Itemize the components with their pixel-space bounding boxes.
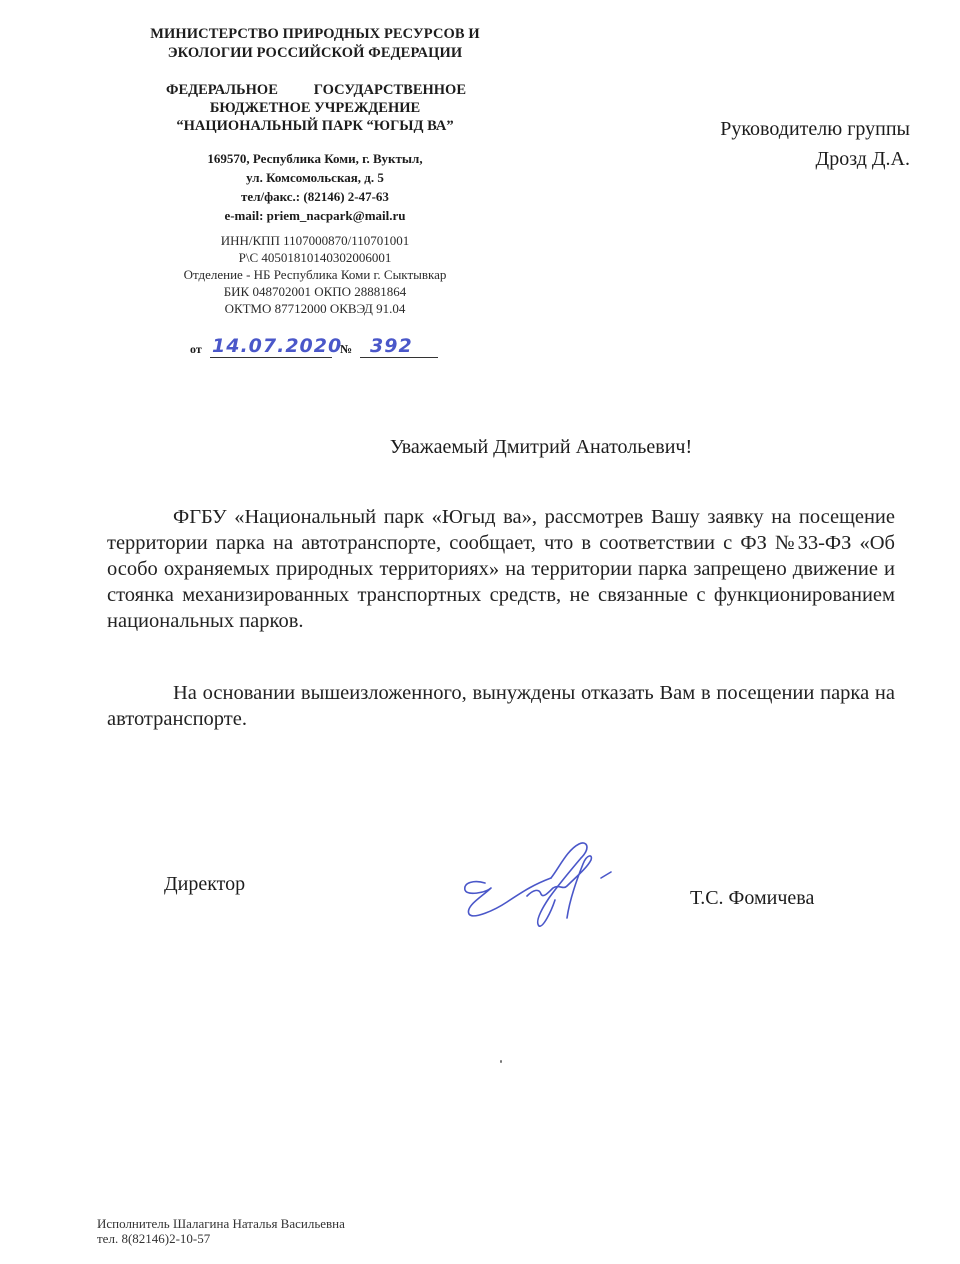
body-paragraph-2 [107, 680, 895, 732]
body-paragraph-1 [107, 504, 895, 634]
number-value: 392 [370, 335, 413, 357]
signer-role: Директор [164, 873, 246, 895]
org-line-1-left: ФЕДЕРАЛЬНОЕ [166, 82, 278, 98]
oktmo-okved: ОКТМО 87712000 ОКВЭД 91.04 [224, 301, 406, 316]
inn-kpp: ИНН/КПП 1107000870/110701001 [220, 233, 410, 248]
phone-fax: тел/факс.: (82146) 2-47-63 [241, 189, 389, 204]
org-line-1-right: ГОСУДАРСТВЕННОЕ [313, 82, 466, 98]
organization-name [140, 81, 490, 135]
paragraph-text: На основании вышеизложенного, вынуждены отказать Вам в посещении парка на автотранспорте. [107, 682, 895, 730]
email: e-mail: priem_nacpark@mail.ru [224, 208, 406, 223]
addressee-position: Руководителю группы [720, 118, 910, 140]
ministry-line-2: ЭКОЛОГИИ РОССИЙСКОЙ ФЕДЕРАЦИИ [167, 45, 463, 61]
org-line-3: “НАЦИОНАЛЬНЫЙ ПАРК “ЮГЫД ВА” [176, 118, 454, 134]
executor-phone: тел. 8(82146)2-10-57 [97, 1231, 211, 1246]
date-label: от [190, 342, 202, 356]
signer-name: Т.С. Фомичева [690, 887, 815, 909]
org-line-1 [140, 81, 490, 99]
date-value: 14.07.2020 [212, 335, 343, 357]
ministry-header [140, 25, 490, 63]
scan-speck [500, 1060, 502, 1063]
number-label: № [340, 342, 353, 356]
account-number: Р\С 40501810140302006001 [238, 250, 392, 265]
ministry-line-1: МИНИСТЕРСТВО ПРИРОДНЫХ РЕСУРСОВ И [150, 26, 480, 42]
number-underline [360, 357, 438, 358]
org-line-2: БЮДЖЕТНОЕ УЧРЕЖДЕНИЕ [209, 100, 421, 116]
executor-name: Исполнитель Шалагина Наталья Васильевна [97, 1216, 345, 1231]
address-line: ул. Комсомольская, д. 5 [246, 170, 384, 185]
bank-details [140, 232, 490, 317]
handwritten-signature [455, 838, 635, 933]
date-underline [210, 357, 332, 358]
address-line: 169570, Республика Коми, г. Вуктыл, [207, 151, 423, 166]
executor-info [97, 1216, 345, 1246]
salutation: Уважаемый Дмитрий Анатольевич! [389, 436, 693, 458]
paragraph-text: ФГБУ «Национальный парк «Югыд ва», рассмотрев Вашу заявку на посещение территории парка на автотранспорте, сообщает, что в соответствии с ФЗ №33-ФЗ «Об особо охраняемых природных территориях» на территории парка запрещено движение и стоянка механизированных транспортных средств, не связанные с функционированием национальных парков. [107, 506, 895, 632]
organization-address [140, 149, 490, 225]
addressee-name: Дрозд Д.А. [815, 148, 910, 170]
bik-okpo: БИК 048702001 ОКПО 28881864 [223, 284, 407, 299]
bank-branch: Отделение - НБ Республика Коми г. Сыктывкар [183, 267, 447, 282]
addressee [720, 114, 910, 174]
